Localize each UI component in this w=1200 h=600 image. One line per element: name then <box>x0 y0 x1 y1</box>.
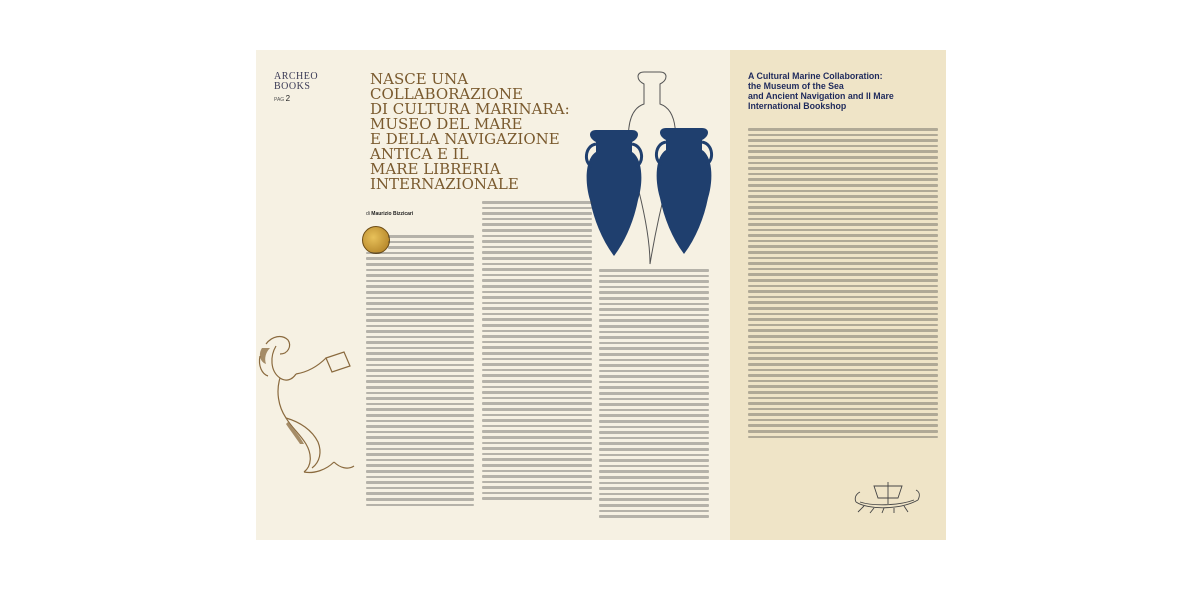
title-line: MARE LIBRERIA <box>370 160 501 178</box>
text-line-placeholder <box>748 385 938 388</box>
text-line-placeholder <box>599 381 709 384</box>
text-line-placeholder <box>482 279 592 282</box>
text-line-placeholder <box>366 274 474 277</box>
text-line-placeholder <box>599 353 709 356</box>
text-line-placeholder <box>748 391 938 394</box>
text-line-placeholder <box>748 218 938 221</box>
text-line-placeholder <box>366 487 474 490</box>
text-line-placeholder <box>482 274 592 277</box>
left-page <box>256 50 730 540</box>
text-line-placeholder <box>599 487 709 490</box>
text-line-placeholder <box>482 386 592 389</box>
text-line-placeholder <box>482 414 592 417</box>
text-line-placeholder <box>748 156 938 159</box>
text-line-placeholder <box>366 375 474 378</box>
text-line-placeholder <box>748 363 938 366</box>
english-heading <box>748 71 938 111</box>
text-line-placeholder <box>599 269 709 272</box>
heading-line: and Ancient Navigation and Il Mare <box>748 91 894 101</box>
text-line-placeholder <box>748 374 938 377</box>
text-line-placeholder <box>482 447 592 450</box>
text-line-placeholder <box>366 448 474 451</box>
body-column-3 <box>599 266 709 521</box>
text-line-placeholder <box>482 436 592 439</box>
text-line-placeholder <box>366 269 474 272</box>
text-line-placeholder <box>748 162 938 165</box>
text-line-placeholder <box>366 425 474 428</box>
text-line-placeholder <box>366 431 474 434</box>
text-line-placeholder <box>366 504 474 507</box>
text-line-placeholder <box>599 291 709 294</box>
archeobooks-logo <box>274 72 334 112</box>
text-line-placeholder <box>482 307 592 310</box>
text-line-placeholder <box>482 492 592 495</box>
text-line-placeholder <box>366 285 474 288</box>
text-line-placeholder <box>599 303 709 306</box>
title-line: E DELLA NAVIGAZIONE <box>370 130 560 148</box>
text-line-placeholder <box>748 290 938 293</box>
ancient-ship-illustration <box>854 478 922 514</box>
text-line-placeholder <box>482 408 592 411</box>
text-line-placeholder <box>366 464 474 467</box>
text-line-placeholder <box>366 397 474 400</box>
text-line-placeholder <box>748 324 938 327</box>
text-line-placeholder <box>388 241 474 244</box>
amphorae-illustration <box>584 70 714 265</box>
text-line-placeholder <box>599 504 709 507</box>
text-line-placeholder <box>366 291 474 294</box>
title-line: MUSEO DEL MARE <box>370 115 523 133</box>
text-line-placeholder <box>599 426 709 429</box>
text-line-placeholder <box>482 397 592 400</box>
text-line-placeholder <box>599 375 709 378</box>
english-body <box>748 125 938 441</box>
text-line-placeholder <box>748 184 938 187</box>
text-line-placeholder <box>482 223 592 226</box>
text-line-placeholder <box>482 318 592 321</box>
title-line: NASCE UNA <box>370 70 469 88</box>
text-line-placeholder <box>482 291 592 294</box>
heading-line: International Bookshop <box>748 101 847 111</box>
text-line-placeholder <box>482 313 592 316</box>
text-line-placeholder <box>366 470 474 473</box>
text-line-placeholder <box>748 251 938 254</box>
text-line-placeholder <box>366 319 474 322</box>
text-line-placeholder <box>366 302 474 305</box>
text-line-placeholder <box>366 330 474 333</box>
text-line-placeholder <box>599 359 709 362</box>
text-line-placeholder <box>748 167 938 170</box>
text-line-placeholder <box>748 408 938 411</box>
text-line-placeholder <box>366 481 474 484</box>
text-line-placeholder <box>748 173 938 176</box>
text-line-placeholder <box>482 497 592 500</box>
text-line-placeholder <box>599 370 709 373</box>
text-line-placeholder <box>482 464 592 467</box>
text-line-placeholder <box>599 459 709 462</box>
text-line-placeholder <box>748 296 938 299</box>
text-line-placeholder <box>482 458 592 461</box>
amphora-left <box>587 130 642 256</box>
text-line-placeholder <box>748 436 938 439</box>
text-line-placeholder <box>748 402 938 405</box>
text-line-placeholder <box>748 313 938 316</box>
text-line-placeholder <box>482 391 592 394</box>
text-line-placeholder <box>748 419 938 422</box>
text-line-placeholder <box>748 357 938 360</box>
text-line-placeholder <box>482 335 592 338</box>
text-line-placeholder <box>599 275 709 278</box>
text-line-placeholder <box>748 397 938 400</box>
text-line-placeholder <box>748 346 938 349</box>
text-line-placeholder <box>366 492 474 495</box>
text-line-placeholder <box>599 409 709 412</box>
text-line-placeholder <box>599 398 709 401</box>
text-line-placeholder <box>482 296 592 299</box>
text-line-placeholder <box>366 358 474 361</box>
text-line-placeholder <box>366 392 474 395</box>
text-line-placeholder <box>366 280 474 283</box>
text-line-placeholder <box>748 301 938 304</box>
text-line-placeholder <box>482 324 592 327</box>
text-line-placeholder <box>366 414 474 417</box>
text-line-placeholder <box>366 252 474 255</box>
text-line-placeholder <box>748 178 938 181</box>
text-line-placeholder <box>599 342 709 345</box>
text-line-placeholder <box>366 308 474 311</box>
text-line-placeholder <box>366 403 474 406</box>
text-line-placeholder <box>599 510 709 513</box>
text-line-placeholder <box>482 218 592 221</box>
text-line-placeholder <box>748 212 938 215</box>
text-line-placeholder <box>599 420 709 423</box>
text-line-placeholder <box>482 486 592 489</box>
text-line-placeholder <box>748 285 938 288</box>
author-name: Maurizio Bizzicari <box>371 211 414 217</box>
text-line-placeholder <box>748 229 938 232</box>
text-line-placeholder <box>748 335 938 338</box>
text-line-placeholder <box>599 347 709 350</box>
text-line-placeholder <box>366 257 474 260</box>
text-line-placeholder <box>748 352 938 355</box>
text-line-placeholder <box>599 515 709 518</box>
title-line: COLLABORAZIONE <box>370 85 523 103</box>
text-line-placeholder <box>366 498 474 501</box>
text-line-placeholder <box>366 453 474 456</box>
text-line-placeholder <box>482 212 592 215</box>
text-line-placeholder <box>482 430 592 433</box>
text-line-placeholder <box>599 454 709 457</box>
text-line-placeholder <box>366 263 474 266</box>
text-line-placeholder <box>366 313 474 316</box>
text-line-placeholder <box>366 380 474 383</box>
text-line-placeholder <box>366 336 474 339</box>
text-line-placeholder <box>599 331 709 334</box>
text-line-placeholder <box>599 319 709 322</box>
text-line-placeholder <box>599 336 709 339</box>
text-line-placeholder <box>482 363 592 366</box>
text-line-placeholder <box>482 268 592 271</box>
text-line-placeholder <box>482 240 592 243</box>
text-line-placeholder <box>599 448 709 451</box>
text-line-placeholder <box>366 341 474 344</box>
text-line-placeholder <box>482 201 592 204</box>
page-number-label: PAG <box>274 97 285 103</box>
logo-line-1: ARCHEO <box>274 71 319 82</box>
text-line-placeholder <box>748 139 938 142</box>
text-line-placeholder <box>599 286 709 289</box>
text-line-placeholder <box>482 358 592 361</box>
text-line-placeholder <box>748 195 938 198</box>
text-line-placeholder <box>482 481 592 484</box>
text-line-placeholder <box>599 476 709 479</box>
text-line-placeholder <box>748 369 938 372</box>
logo-line-2: BOOKS <box>274 81 311 92</box>
text-line-placeholder <box>599 308 709 311</box>
text-line-placeholder <box>366 369 474 372</box>
text-line-placeholder <box>482 257 592 260</box>
text-line-placeholder <box>482 235 592 238</box>
text-line-placeholder <box>748 240 938 243</box>
text-line-placeholder <box>599 325 709 328</box>
text-line-placeholder <box>748 329 938 332</box>
text-line-placeholder <box>482 330 592 333</box>
heading-line: the Museum of the Sea <box>748 81 844 91</box>
text-line-placeholder <box>599 442 709 445</box>
text-line-placeholder <box>482 380 592 383</box>
magazine-spread <box>256 50 946 540</box>
text-line-placeholder <box>599 482 709 485</box>
text-line-placeholder <box>366 386 474 389</box>
text-line-placeholder <box>482 302 592 305</box>
siren-illustration <box>256 326 356 476</box>
text-line-placeholder <box>482 263 592 266</box>
text-line-placeholder <box>482 442 592 445</box>
heading-line: A Cultural Marine Collaboration: <box>748 71 883 81</box>
text-line-placeholder <box>599 493 709 496</box>
text-line-placeholder <box>748 145 938 148</box>
text-line-placeholder <box>482 246 592 249</box>
text-line-placeholder <box>748 150 938 153</box>
text-line-placeholder <box>748 257 938 260</box>
text-line-placeholder <box>482 470 592 473</box>
text-line-placeholder <box>482 419 592 422</box>
text-line-placeholder <box>482 251 592 254</box>
text-line-placeholder <box>482 425 592 428</box>
text-line-placeholder <box>599 280 709 283</box>
text-line-placeholder <box>366 297 474 300</box>
text-line-placeholder <box>599 470 709 473</box>
text-line-placeholder <box>599 386 709 389</box>
text-line-placeholder <box>366 408 474 411</box>
text-line-placeholder <box>748 279 938 282</box>
text-line-placeholder <box>748 201 938 204</box>
text-line-placeholder <box>748 430 938 433</box>
text-line-placeholder <box>748 245 938 248</box>
text-line-placeholder <box>482 402 592 405</box>
text-line-placeholder <box>366 476 474 479</box>
text-line-placeholder <box>388 246 474 249</box>
author-prefix: di <box>366 211 370 217</box>
text-line-placeholder <box>748 190 938 193</box>
text-line-placeholder <box>482 475 592 478</box>
text-line-placeholder <box>482 453 592 456</box>
text-line-placeholder <box>482 207 592 210</box>
text-line-placeholder <box>599 364 709 367</box>
title-line: ANTICA E IL <box>370 145 469 163</box>
text-line-placeholder <box>748 268 938 271</box>
text-line-placeholder <box>482 229 592 232</box>
text-line-placeholder <box>482 285 592 288</box>
text-line-placeholder <box>748 234 938 237</box>
text-line-placeholder <box>366 352 474 355</box>
text-line-placeholder <box>366 364 474 367</box>
text-line-placeholder <box>599 465 709 468</box>
page-number <box>274 94 334 103</box>
text-line-placeholder <box>599 431 709 434</box>
text-line-placeholder <box>366 420 474 423</box>
title-line: DI CULTURA MARINARA: <box>370 100 570 118</box>
text-line-placeholder <box>748 206 938 209</box>
text-line-placeholder <box>748 134 938 137</box>
text-line-placeholder <box>748 318 938 321</box>
text-line-placeholder <box>599 297 709 300</box>
text-line-placeholder <box>366 436 474 439</box>
text-line-placeholder <box>599 498 709 501</box>
text-line-placeholder <box>748 341 938 344</box>
text-line-placeholder <box>599 414 709 417</box>
body-column-1 <box>366 232 474 509</box>
text-line-placeholder <box>366 459 474 462</box>
text-line-placeholder <box>748 262 938 265</box>
author-byline <box>366 211 413 217</box>
text-line-placeholder <box>748 413 938 416</box>
text-line-placeholder <box>366 325 474 328</box>
right-page <box>730 50 946 540</box>
text-line-placeholder <box>482 374 592 377</box>
body-column-2 <box>482 198 592 503</box>
text-line-placeholder <box>366 442 474 445</box>
text-line-placeholder <box>482 341 592 344</box>
text-line-placeholder <box>599 437 709 440</box>
text-line-placeholder <box>599 403 709 406</box>
text-line-placeholder <box>748 380 938 383</box>
article-title <box>370 72 580 192</box>
amphora-right <box>657 128 712 254</box>
text-line-placeholder <box>748 307 938 310</box>
text-line-placeholder <box>482 369 592 372</box>
text-line-placeholder <box>599 314 709 317</box>
text-line-placeholder <box>599 392 709 395</box>
text-line-placeholder <box>388 235 474 238</box>
page-number-value: 2 <box>285 94 291 103</box>
text-line-placeholder <box>748 128 938 131</box>
text-line-placeholder <box>748 273 938 276</box>
text-line-placeholder <box>748 424 938 427</box>
text-line-placeholder <box>366 347 474 350</box>
title-line: INTERNAZIONALE <box>370 175 519 193</box>
text-line-placeholder <box>482 346 592 349</box>
text-line-placeholder <box>482 352 592 355</box>
text-line-placeholder <box>748 223 938 226</box>
